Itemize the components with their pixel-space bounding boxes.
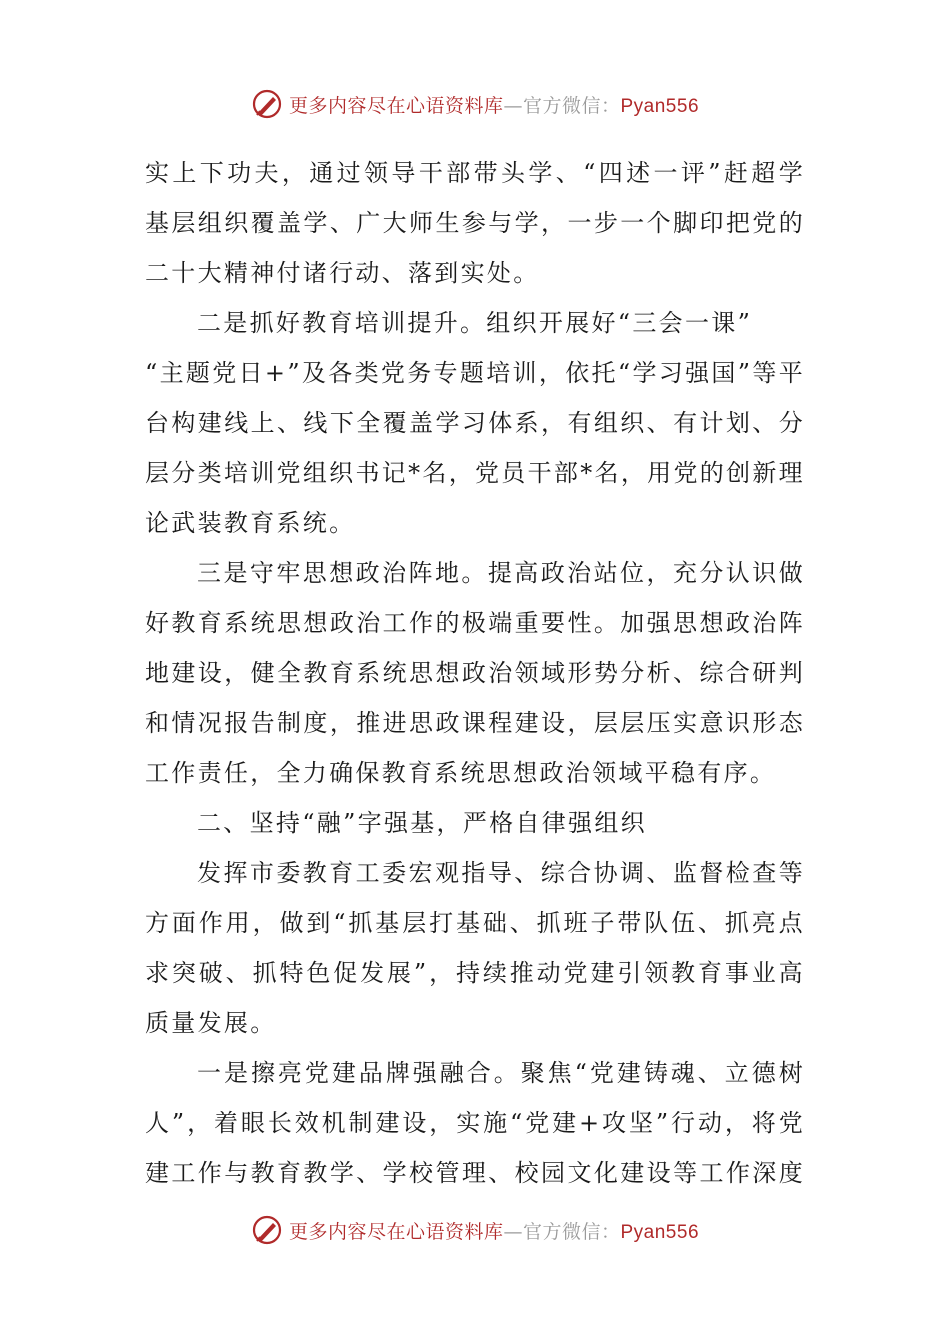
banner-official-label: 官方微信： xyxy=(522,94,621,117)
text-line: 和情况报告制度，推进思政课程建设，层层压实意识形态 xyxy=(145,709,805,737)
text-line: 建工作与教育教学、学校管理、校园文化建设等工作深度 xyxy=(145,1159,805,1187)
banner-dash: — xyxy=(503,1220,523,1243)
footer-watermark-banner xyxy=(0,1210,950,1250)
paragraph-first-line: 三是守牢思想政治阵地。提高政治站位，充分认识做 xyxy=(197,559,805,587)
banner-dash: — xyxy=(503,94,523,117)
text-line: 台构建线上、线下全覆盖学习体系，有组织、有计划、分 xyxy=(145,409,805,437)
section-heading: 二、坚持“融”字强基，严格自律强组织 xyxy=(197,809,647,837)
pen-logo-icon xyxy=(251,88,283,120)
banner-official-label: 官方微信： xyxy=(522,1220,621,1243)
text-line: “主题党日+”及各类党务专题培训，依托“学习强国”等平 xyxy=(145,359,805,387)
banner-site-name: 更多内容尽在心语资料库 xyxy=(288,1220,504,1243)
banner-wechat-id: Pyan556 xyxy=(620,1221,700,1243)
paragraph-first-line: 二是抓好教育培训提升。组织开展好“三会一课” xyxy=(197,309,753,337)
paragraph-first-line: 一是擦亮党建品牌强融合。聚焦“党建铸魂、立德树 xyxy=(197,1059,805,1087)
text-line: 层分类培训党组织书记*名，党员干部*名，用党的创新理 xyxy=(145,459,805,487)
header-watermark-banner xyxy=(0,84,950,124)
text-line: 质量发展。 xyxy=(145,1009,277,1037)
text-line: 工作责任，全力确保教育系统思想政治领域平稳有序。 xyxy=(145,759,777,787)
text-line: 方面作用，做到“抓基层打基础、抓班子带队伍、抓亮点 xyxy=(145,909,805,937)
banner-wechat-id: Pyan556 xyxy=(620,95,700,117)
banner-text xyxy=(289,91,699,118)
text-line: 二十大精神付诸行动、落到实处。 xyxy=(145,259,540,287)
text-line: 基层组织覆盖学、广大师生参与学，一步一个脚印把党的 xyxy=(145,209,805,237)
text-line: 实上下功夫，通过领导干部带头学、“四述一评”赶超学 xyxy=(145,159,805,187)
text-line: 人”，着眼长效机制建设，实施“党建+攻坚”行动，将党 xyxy=(145,1109,805,1137)
text-line: 求突破、抓特色促发展”，持续推动党建引领教育事业高 xyxy=(145,959,805,987)
banner-site-name: 更多内容尽在心语资料库 xyxy=(288,94,504,117)
text-line: 好教育系统思想政治工作的极端重要性。加强思想政治阵 xyxy=(145,609,805,637)
pen-logo-icon xyxy=(251,1214,283,1246)
text-line: 地建设，健全教育系统思想政治领域形势分析、综合研判 xyxy=(145,659,805,687)
document-body xyxy=(145,148,805,1198)
paragraph-first-line: 发挥市委教育工委宏观指导、综合协调、监督检查等 xyxy=(197,859,805,887)
banner-text xyxy=(289,1217,699,1244)
text-line: 论武装教育系统。 xyxy=(145,509,356,537)
